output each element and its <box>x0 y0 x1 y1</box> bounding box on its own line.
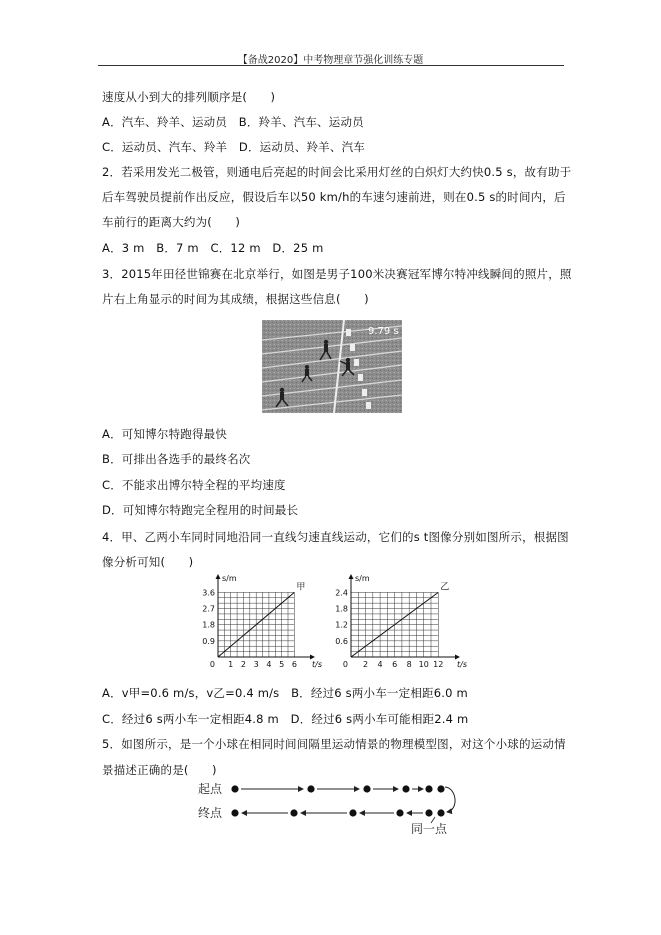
option-line: A．可知博尔特跑得最快 <box>102 427 228 441</box>
ball <box>425 809 432 816</box>
option-line: A．v甲=0.6 m/s，v乙=0.4 m/s B．经过6 s两小车一定相距6.0 m <box>102 686 468 700</box>
header-title: 【备战2020】中考物理章节强化训练专题 <box>237 55 424 66</box>
option-line: D．可知博尔特跑完全程用的时间最长 <box>102 503 299 517</box>
ball <box>231 785 238 792</box>
ball <box>396 809 403 816</box>
ball <box>437 785 444 792</box>
ball <box>437 809 444 816</box>
option-line: C．运动员、汽车、羚羊 D．运动员、羚羊、汽车 <box>102 140 365 154</box>
question-5-line: 景描述正确的是( ) <box>102 763 217 777</box>
y-tick-label: 1.2 <box>335 620 348 630</box>
x-tick-label: 2 <box>362 660 369 669</box>
motion-end-label: 终点 <box>198 806 223 820</box>
x-tick-label: 4 <box>377 660 383 669</box>
y-tick-label: 0.6 <box>335 636 348 646</box>
race-photo-graphic <box>262 320 402 413</box>
x-axis-arrow <box>455 655 460 660</box>
x-tick-label: 3 <box>253 660 259 669</box>
question-4-line: 像分析可知( ) <box>102 555 194 569</box>
question-2-line: 后车驾驶员提前作出反应，假设后车以50 km/h的车速匀速前进，则在0.5 s的时间内，后 <box>102 190 566 204</box>
ball <box>307 785 314 792</box>
y-tick-label: 3.6 <box>202 588 215 598</box>
motion-diagram-graphic <box>195 776 465 836</box>
photo-time-label: 9.79 s <box>368 326 399 337</box>
question-3-line: 片右上角显示的时间为其成绩，根据这些信息( ) <box>102 292 369 306</box>
y-tick-label: 0.9 <box>202 636 215 646</box>
x-tick-label: 12 <box>433 660 444 669</box>
y-tick-label: 1.8 <box>335 604 348 614</box>
option-line: A．汽车、羚羊、运动员 B．羚羊、汽车、运动员 <box>102 115 364 129</box>
x-tick-label: 10 <box>418 660 429 669</box>
ball <box>363 785 370 792</box>
question-5-line: 5．如图所示，是一个小球在相同时间间隔里运动情景的物理模型图，对这个小球的运动情 <box>102 737 566 751</box>
x-tick-label: 4 <box>266 660 272 669</box>
option-line: B．可排出各选手的最终名次 <box>102 452 251 466</box>
text-line: 速度从小到大的排列顺序是( ) <box>102 90 276 104</box>
question-4-line: 4．甲、乙两小车同时同地沿同一直线匀速直线运动，它们的s t图像分别如图所示，根据图 <box>102 530 569 544</box>
header-rule <box>98 65 564 66</box>
y-tick-label: 2.7 <box>202 604 215 614</box>
option-line: C．不能求出博尔特全程的平均速度 <box>102 478 286 492</box>
option-line: A．3 m B．7 m C．12 m D．25 m <box>102 241 324 255</box>
question-2-line: 2．若采用发光二极管，则通电后亮起的时间会比采用灯丝的白炽灯大约快0.5 s，故有助于 <box>102 165 572 179</box>
x-tick-label: 6 <box>392 660 398 669</box>
x-tick-label: 8 <box>406 660 412 669</box>
chart-yi <box>331 574 467 670</box>
ball <box>231 809 238 816</box>
series-name-label: 乙 <box>440 582 450 593</box>
question-3-line: 3．2015年田径世锦赛在北京举行，如图是男子100米决赛冠军博尔特冲线瞬间的照片，照 <box>102 267 572 281</box>
motion-diagram <box>195 776 465 836</box>
motion-start-label: 起点 <box>198 782 223 796</box>
ball <box>290 809 297 816</box>
x-tick-label: 6 <box>291 660 297 669</box>
race-finish-photo <box>262 320 402 413</box>
y-axis-arrow <box>349 574 354 579</box>
x-tick-label: 1 <box>228 660 234 669</box>
origin-label: 0 <box>209 660 215 669</box>
motion-same-point-label: 同一点 <box>411 822 448 836</box>
chart-jia <box>198 574 322 670</box>
y-axis-label: s/m <box>355 574 370 583</box>
y-axis-arrow <box>216 574 221 579</box>
x-axis-label: t/s <box>457 660 467 669</box>
x-axis-label: t/s <box>312 660 322 669</box>
x-tick-label: 2 <box>240 660 247 669</box>
y-tick-label: 1.8 <box>202 620 215 630</box>
y-tick-label: 2.4 <box>335 588 348 598</box>
question-2-line: 车前行的距离大约为( ) <box>102 215 241 229</box>
ball <box>349 809 356 816</box>
origin-label: 0 <box>342 660 348 669</box>
x-axis-arrow <box>310 655 315 660</box>
x-tick-label: 5 <box>279 660 285 669</box>
ball <box>425 785 432 792</box>
series-name-label: 甲 <box>296 582 306 593</box>
option-line: C．经过6 s两小车一定相距4.8 m D．经过6 s两小车可能相距2.4 m <box>102 712 469 726</box>
y-axis-label: s/m <box>222 574 237 583</box>
ball <box>402 785 409 792</box>
